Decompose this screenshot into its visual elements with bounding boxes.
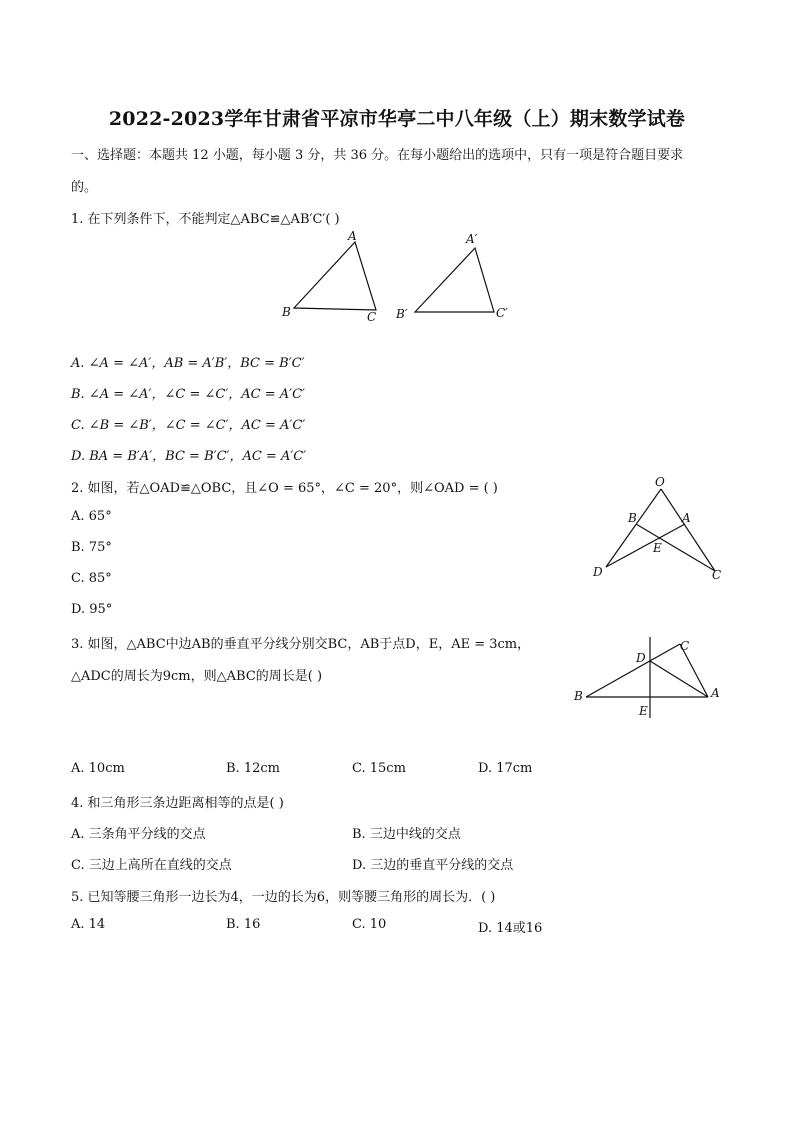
label-b: B — [628, 511, 637, 525]
label-d: D — [593, 565, 603, 579]
label-c: C — [367, 310, 377, 324]
label-c-prime: C′ — [496, 306, 508, 320]
question-5-option-b: B. 16 — [226, 917, 261, 932]
question-3-stem-line2: △ADC的周长为9cm，则△ABC的周长是( ) — [71, 669, 323, 684]
label-c: C — [712, 568, 722, 582]
page-title: 2022-2023学年甘肃省平凉市华亭二中八年级（上）期末数学试卷 — [108, 108, 686, 130]
question-4-option-c: C. 三边上高所在直线的交点 — [71, 858, 232, 873]
label-b: B — [574, 689, 583, 703]
question-1-option-b: B. ∠A = ∠A′，∠C = ∠C′，AC = A′C′ — [71, 387, 306, 402]
question-2-option-d: D. 95° — [71, 602, 113, 617]
question-5-option-c: C. 10 — [352, 917, 387, 932]
label-a: A — [348, 229, 357, 243]
question-3-option-d: D. 17cm — [478, 761, 533, 776]
question-1-option-d: D. BA = B′A′，BC = B′C′，AC = A′C′ — [71, 449, 307, 464]
question-1-stem: 1. 在下列条件下，不能判定△ABC≌△AB′C′( ) — [71, 212, 340, 227]
label-d: D — [636, 651, 646, 665]
question-5-option-d: D. 14或16 — [478, 921, 543, 936]
label-c: C — [680, 639, 690, 653]
label-b-prime: B′ — [396, 307, 408, 321]
label-e: E — [653, 541, 662, 555]
question-1-figure — [270, 226, 530, 326]
question-2-option-a: A. 65° — [71, 509, 112, 524]
question-2-option-c: C. 85° — [71, 571, 112, 586]
question-3-option-c: C. 15cm — [352, 761, 406, 776]
question-5-option-a: A. 14 — [71, 917, 106, 932]
question-5-stem: 5. 已知等腰三角形一边长为4，一边的长为6，则等腰三角形的周长为．( ) — [71, 890, 496, 905]
question-2-stem: 2. 如图，若△OAD≌△OBC，且∠O = 65°，∠C = 20°，则∠OAD = ( ) — [71, 481, 498, 496]
label-a: A — [711, 686, 720, 700]
question-2-figure — [588, 472, 728, 587]
question-3-figure — [568, 634, 728, 722]
question-4-option-a: A. 三条角平分线的交点 — [71, 827, 206, 842]
question-2-option-b: B. 75° — [71, 540, 112, 555]
triangle-abc — [294, 242, 376, 310]
question-3-stem-line1: 3. 如图，△ABC中边AB的垂直平分线分别交BC，AB于点D，E，AE = 3cm， — [71, 637, 531, 652]
question-1-option-c: C. ∠B = ∠B′，∠C = ∠C′，AC = A′C′ — [71, 418, 306, 433]
label-a: A — [682, 511, 691, 525]
section-instructions-cont: 的。 — [71, 180, 98, 195]
triangle-a-prime-b-prime-c-prime — [415, 248, 494, 312]
label-o: O — [655, 475, 665, 489]
question-4-option-d: D. 三边的垂直平分线的交点 — [352, 858, 514, 873]
question-4-option-b: B. 三边中线的交点 — [352, 827, 461, 842]
label-a-prime: A′ — [466, 232, 478, 246]
label-e: E — [639, 704, 648, 718]
question-4-stem: 4. 和三角形三条边距离相等的点是( ) — [71, 796, 284, 811]
question-3-option-b: B. 12cm — [226, 761, 280, 776]
section-instructions: 一、选择题：本题共 12 小题，每小题 3 分，共 36 分。在每小题给出的选项中，只有一项是符合题目要求 — [71, 148, 684, 163]
question-3-option-a: A. 10cm — [71, 761, 125, 776]
question-1-option-a: A. ∠A = ∠A′，AB = A′B′，BC = B′C′ — [71, 356, 305, 371]
label-b: B — [282, 305, 291, 319]
